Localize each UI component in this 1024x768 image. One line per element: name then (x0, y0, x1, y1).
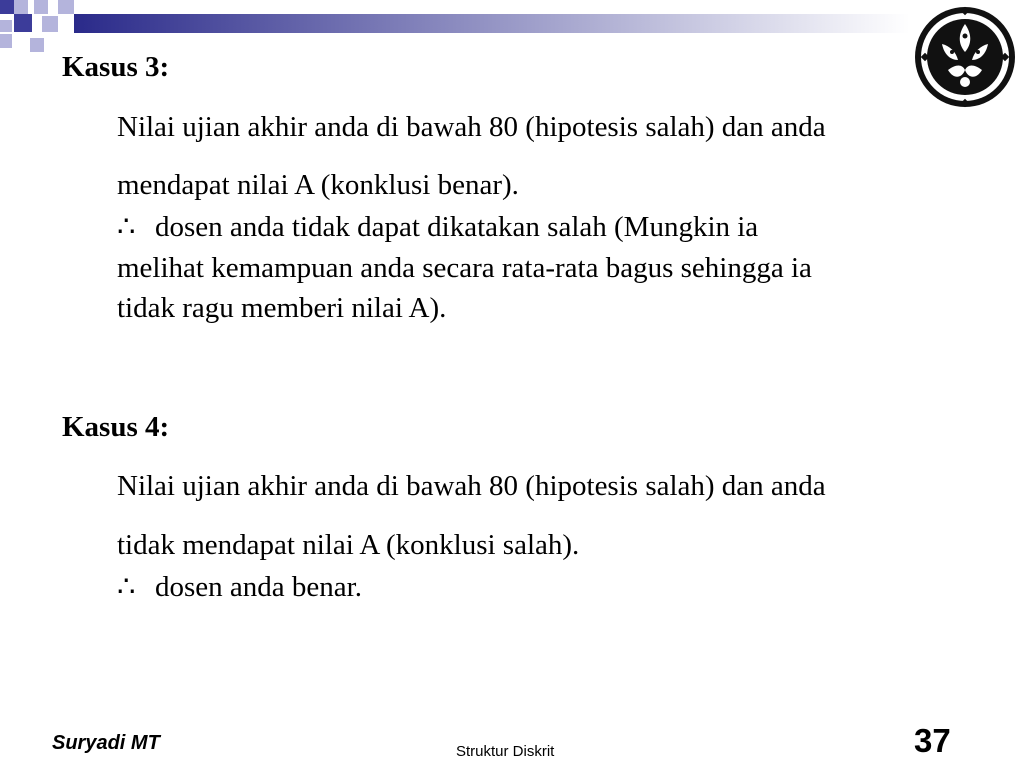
deco-square (58, 0, 74, 14)
kasus-3-line-1: Nilai ujian akhir anda di bawah 80 (hipotesis salah) dan anda (117, 111, 826, 143)
university-seal-logo (912, 4, 1018, 110)
kasus-4-line-2: tidak mendapat nilai A (konklusi salah). (117, 529, 580, 561)
deco-square (14, 0, 28, 14)
deco-square (34, 0, 48, 14)
footer-course-title: Struktur Diskrit (456, 743, 555, 760)
kasus-4-heading: Kasus 4: (62, 411, 170, 443)
kasus-4-conclusion-line (117, 570, 362, 604)
seal-icon (912, 4, 1018, 110)
therefore-icon: ∴ (117, 571, 136, 603)
kasus-4-line-3: dosen anda benar. (155, 571, 362, 603)
kasus-3-line-4: melihat kemampuan anda secara rata-rata bagus sehingga ia (117, 252, 812, 284)
slide-page-number: 37 (914, 722, 951, 759)
kasus-3-line-3: dosen anda tidak dapat dikatakan salah (Mungkin ia (155, 211, 759, 243)
deco-square (14, 14, 32, 32)
kasus-4-line-1: Nilai ujian akhir anda di bawah 80 (hipotesis salah) dan anda (117, 470, 826, 502)
kasus-3-conclusion-line (117, 210, 758, 244)
deco-square (42, 16, 58, 32)
kasus-3-heading: Kasus 3: (62, 51, 170, 83)
header-gradient-bar (74, 14, 910, 33)
deco-square (30, 38, 44, 52)
kasus-3-line-5: tidak ragu memberi nilai A). (117, 292, 447, 324)
footer-author: Suryadi MT (52, 732, 160, 754)
kasus-3-line-2: mendapat nilai A (konklusi benar). (117, 169, 519, 201)
deco-square (0, 34, 12, 48)
deco-square (0, 20, 12, 32)
deco-square (0, 0, 14, 14)
therefore-icon: ∴ (117, 211, 136, 243)
